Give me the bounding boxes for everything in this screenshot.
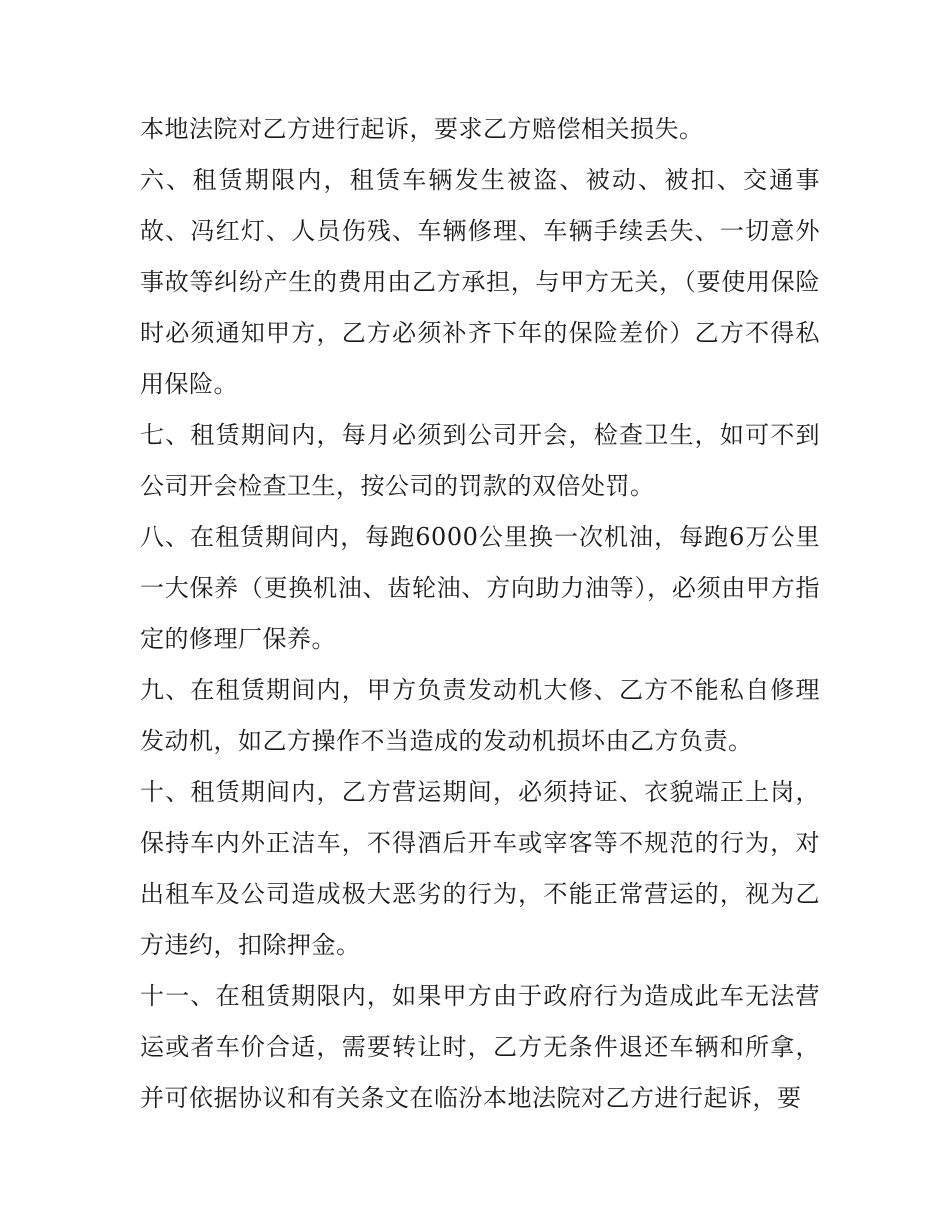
paragraph-clause-8: 八、在租赁期间内，每跑6000公里换一次机油，每跑6万公里一大保养（更换机油、齿轮油、方向助力油等），必须由甲方指定的修理厂保养。 bbox=[140, 523, 820, 653]
paragraph-clause-7: 七、租赁期间内，每月必须到公司开会，检查卫生，如可不到公司开会检查卫生，按公司的罚款的双倍处罚。 bbox=[140, 421, 820, 500]
paragraph-continuation: 本地法院对乙方进行起诉，要求乙方赔偿相关损失。 bbox=[140, 115, 704, 143]
paragraph-clause-10: 十、租赁期间内，乙方营运期间，必须持证、衣貌端正上岗，保持车内外正洁车，不得酒后开车或宰客等不规范的行为，对出租车及公司造成极大恶劣的行为，不能正常营运的，视为乙方违约，扣除押金。 bbox=[140, 778, 820, 959]
document-body bbox=[140, 104, 820, 1124]
paragraph-clause-11: 十一、在租赁期限内，如果甲方由于政府行为造成此车无法营运或者车价合适，需要转让时，乙方无条件退还车辆和所拿，并可依据协议和有关条文在临汾本地法院对乙方进行起诉，要 bbox=[140, 982, 820, 1112]
paragraph-clause-9: 九、在租赁期间内，甲方负责发动机大修、乙方不能私自修理发动机，如乙方操作不当造成的发动机损坏由乙方负责。 bbox=[140, 676, 820, 755]
paragraph-clause-6: 六、租赁期限内，租赁车辆发生被盗、被动、被扣、交通事故、冯红灯、人员伤残、车辆修理、车辆手续丢失、一切意外事故等纠纷产生的费用由乙方承担，与甲方无关，（要使用保险时必须通知甲方，乙方必须补齐下年的保险差价）乙方不得私用保险。 bbox=[140, 166, 820, 398]
